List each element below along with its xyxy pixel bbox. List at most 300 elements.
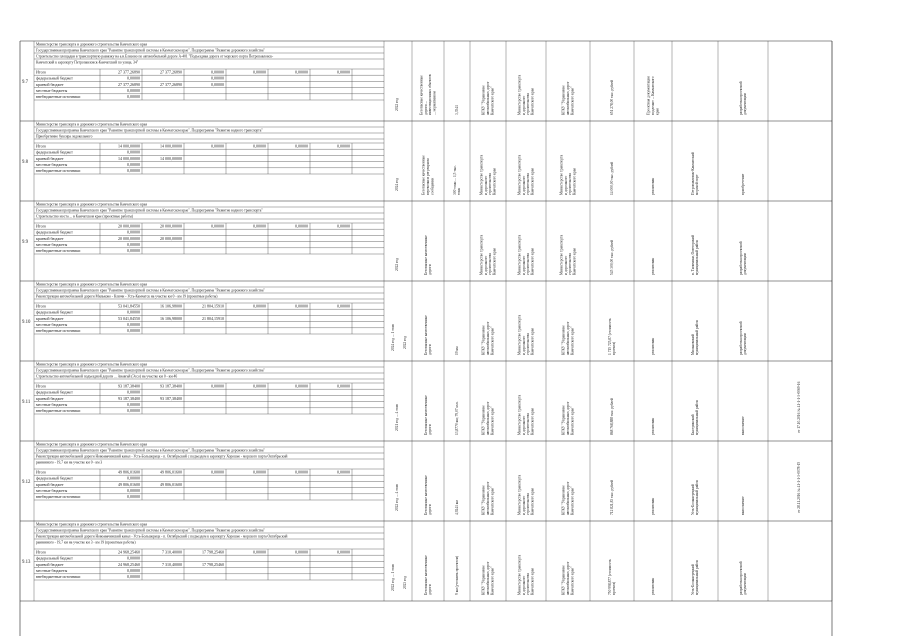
row-label: краевой бюджет xyxy=(36,395,64,401)
cell-value: 49 806,01600 xyxy=(118,469,140,475)
cell-value: 0,00000 xyxy=(127,494,140,500)
cell-line: автомобильных дорог xyxy=(486,561,491,595)
cell-line: Министерство транспорта xyxy=(517,474,522,515)
row-label: местные бюджеты xyxy=(36,162,68,167)
cell-line: 712 821,83 тыс. рублей xyxy=(610,480,614,515)
cell-line: Безопасные качественные xyxy=(423,315,428,355)
cell-line: реализован xyxy=(651,497,655,515)
cell-value: 20 000,00000 xyxy=(118,235,140,241)
cell-line: строительства xyxy=(526,173,531,195)
purpose-cell xyxy=(419,74,436,115)
cell-line: КГКУ "Управление xyxy=(481,85,486,115)
cell-value: 0,00000 xyxy=(337,69,350,75)
cell-line: строительства xyxy=(526,413,531,435)
cell-value: 0,00000 xyxy=(211,75,224,81)
cell-value: 14 000,00000 xyxy=(160,143,182,149)
developer-cell xyxy=(562,401,575,435)
cell-line: Проектная документация xyxy=(646,76,651,115)
cell-line: Камчатского края xyxy=(530,88,535,115)
customer-cell xyxy=(482,401,495,435)
cell-line: документации xyxy=(743,573,748,595)
cost-cell xyxy=(610,240,615,275)
cell-line: и дорожного xyxy=(483,255,488,275)
row-label: краевой бюджет xyxy=(36,155,64,161)
cell-value: 0,00000 xyxy=(127,574,140,580)
cell-value: 93 187,38400 xyxy=(118,383,140,389)
cell-line: Безопасные качественные xyxy=(423,555,428,595)
ministry-cell xyxy=(517,154,534,195)
cell-line: КГКУ "Управление xyxy=(481,405,486,435)
cell-line: Министерство транспорта xyxy=(559,154,564,195)
cost-cell xyxy=(608,559,616,595)
row-label: федеральный бюджет xyxy=(36,309,73,315)
cell-value: 0,00000 xyxy=(127,88,140,93)
cell-line: подлежит ... Камчатского xyxy=(651,76,655,115)
cell-line: дороги ... xyxy=(423,100,428,115)
cell-line: документации xyxy=(743,253,748,275)
cost-cell xyxy=(610,398,615,435)
cell-line: разработка проектной xyxy=(738,561,743,595)
section-id: 9.13 xyxy=(22,560,31,565)
row-label: местные бюджеты xyxy=(36,242,68,247)
cell-value: 0,00000 xyxy=(211,81,224,87)
cell-line: Министерство транспорта xyxy=(517,74,522,115)
developer-cell xyxy=(559,154,576,195)
cell-value: 0,00000 xyxy=(127,242,140,247)
cell-line: Безопасные качественные xyxy=(423,395,428,435)
cost-cell xyxy=(610,80,615,115)
header-line: Министерство транспорта и дорожного строительства Камчатского края xyxy=(36,522,147,527)
header-line: Камчатский к аэропорту Петропавловск-Камчатский по улице, 34" xyxy=(36,60,139,65)
cell-line: 300 тонн ... 1,5 тыс. xyxy=(452,165,457,195)
doc-cell xyxy=(651,578,655,595)
cell-value: 0,00000 xyxy=(295,143,308,149)
cell-line: автомобильных дорог xyxy=(566,81,570,115)
cell-value: 17 798,25460 xyxy=(202,549,224,555)
cell-line: строительства xyxy=(526,333,531,355)
year-range: 2022 год ... 1 этап xyxy=(391,564,395,591)
cell-line: автомобильных дорог xyxy=(566,561,570,595)
row-label: местные бюджеты xyxy=(36,402,68,407)
header-line: Министерство транспорта и дорожного строительства Камчатского края xyxy=(36,202,147,207)
place-cell xyxy=(691,320,699,355)
year-range: 2022 год ... 4 этап xyxy=(395,484,399,511)
row-label: внебюджетные источники xyxy=(36,248,81,254)
cell-line: инвестиционных объектов xyxy=(428,74,433,115)
cell-value: 21 804,15910 xyxy=(202,303,224,309)
cell-line: выполнение xyxy=(741,416,745,435)
cell-line: Министерство транспорта xyxy=(517,394,522,435)
cell-value: 0,00000 xyxy=(211,383,224,389)
section-id: 9.8 xyxy=(22,160,28,165)
place-cell xyxy=(691,480,699,515)
header-line: Государственная программа Камчатского края "Развитие транспортной системы в Камчатском крае". Подпрограмма "Развитие водного транспорта" xyxy=(36,208,263,213)
cell-line: 9 км (уточнить проектом) xyxy=(455,555,459,595)
ministry-cell xyxy=(517,74,534,115)
cell-line: Быстринский xyxy=(690,414,695,435)
capacity-cell xyxy=(455,555,459,595)
developer-cell xyxy=(559,234,576,275)
section-id: 9.10 xyxy=(22,320,31,325)
status-cell xyxy=(739,321,747,355)
row-label: местные бюджеты xyxy=(36,88,68,93)
cell-value: 0,00000 xyxy=(127,402,140,407)
cell-line: 651 278,00 тыс. рублей xyxy=(610,80,614,115)
cell-value: 0,00000 xyxy=(253,143,266,149)
purpose-cell xyxy=(424,475,432,515)
cell-value: 16 106,98000 xyxy=(160,315,182,321)
header-line: Приобретение буксира ледокольного xyxy=(36,134,93,139)
cell-line: строительства xyxy=(568,253,573,275)
cell-line: КГКУ "Управление xyxy=(481,565,486,595)
cell-line: Камчатского края" xyxy=(570,566,575,595)
cell-value: 53 041,84550 xyxy=(118,303,140,309)
ministry-cell xyxy=(517,394,534,435)
ministry-cell xyxy=(517,554,534,595)
cell-line: морской порт xyxy=(695,174,700,195)
row-label: Итого xyxy=(36,303,47,309)
cell-value: 0,00000 xyxy=(211,469,224,475)
cell-value: 93 187,38400 xyxy=(160,395,182,401)
row-label: внебюджетные источники xyxy=(36,574,81,580)
purpose-cell xyxy=(424,395,432,435)
cell-line: разработка проектной xyxy=(738,321,743,355)
header-line: Строительство площадки в транспортную развязку на а.н.Елизово по автомобильной дороге А-401 "Подъездная дорога от морского порта Петропавловск- xyxy=(36,54,274,59)
header-line: Министерство транспорта и дорожного строительства Камчатского края xyxy=(36,282,147,287)
status-cell xyxy=(739,241,747,275)
cell-line: строительства xyxy=(488,173,493,195)
cell-value: 0,00000 xyxy=(295,549,308,555)
cell-line: Безопасные качественные xyxy=(423,235,428,275)
cell-line: и дорожного xyxy=(521,575,526,595)
capacity-cell xyxy=(455,499,460,515)
cell-line: Министерство транспорта xyxy=(517,234,522,275)
cell-line: муниципальный район xyxy=(695,240,700,275)
ministry-cell xyxy=(517,314,534,355)
cell-line: тонн xyxy=(457,187,462,195)
cell-line: Камчатского края xyxy=(492,168,497,195)
cell-line: проекта) xyxy=(612,581,617,595)
cell-line: дороги xyxy=(428,584,433,595)
cell-line: Министерство транспорта xyxy=(517,154,522,195)
cell-value: 21 804,15910 xyxy=(202,315,224,321)
row-label: федеральный бюджет xyxy=(36,75,73,81)
row-label: внебюджетные источники xyxy=(36,168,81,174)
row-label: внебюджетные источники xyxy=(36,494,81,500)
cell-line: реализован xyxy=(651,577,655,595)
year-range-secondary: 2022 год xyxy=(403,336,407,349)
cell-line: Камчатского края xyxy=(530,488,535,515)
developer-cell xyxy=(562,481,575,515)
cell-line: реализован xyxy=(651,337,655,355)
cell-value: 0,00000 xyxy=(127,162,140,167)
header-line: Государственная программа Камчатского края "Развитие транспортной системы в Камчатском крае". Подпрограмма "Развитие дорожного хозяйства" xyxy=(36,48,265,53)
cell-line: Камчатского края xyxy=(530,408,535,435)
cell-line: выполнение xyxy=(741,496,745,515)
cell-value: 0,00000 xyxy=(127,168,140,174)
cell-line: 545 300,00 тыс. рублей xyxy=(610,240,614,275)
row-label: Итого xyxy=(36,223,47,229)
cell-line: Камчатского края" xyxy=(570,326,575,355)
cell-line: муниципальный район xyxy=(695,320,700,355)
cell-line: КГКУ "Управление xyxy=(561,325,566,355)
cell-line: Министерство транспорта xyxy=(479,234,484,275)
cell-value: 0,00000 xyxy=(253,469,266,475)
cell-line: муниципальный район xyxy=(695,480,700,515)
cell-line: Камчатского края xyxy=(530,568,535,595)
ministry-cell xyxy=(517,474,534,515)
header-line: Реконструкция автомобильной дороги Новоавачинский канал - Усть-Большерецк - п. Октябрьский с подъездом к аэропорту Хорошее - морского порта Октябрьский xyxy=(36,454,288,459)
cell-line: и дорожного xyxy=(521,255,526,275)
cell-value: 0,00000 xyxy=(337,223,350,229)
developer-cell xyxy=(562,81,575,115)
row-label: федеральный бюджет xyxy=(36,555,73,561)
row-label: краевой бюджет xyxy=(36,561,64,567)
row-label: краевой бюджет xyxy=(36,315,64,321)
cost-cell xyxy=(610,162,615,195)
cell-line: 750 998,877 (стоимость xyxy=(607,559,612,595)
developer-cell xyxy=(562,321,575,355)
row-label: Итого xyxy=(36,69,47,75)
row-label: местные бюджеты xyxy=(36,488,68,493)
row-label: внебюджетные источники xyxy=(36,94,81,100)
cell-line: Камчатского края" xyxy=(490,566,495,595)
cell-line: автомобильных дорог xyxy=(486,81,490,115)
cell-value: 0,00000 xyxy=(253,69,266,75)
cell-line: Безопасные качественные xyxy=(423,475,428,515)
cell-line: Камчатского края xyxy=(530,328,535,355)
cell-line: Камчатского края" xyxy=(490,326,495,355)
row-label: федеральный бюджет xyxy=(36,389,73,395)
cell-line: дороги xyxy=(428,504,433,515)
cell-value: 14 000,00000 xyxy=(118,155,140,161)
status-cell xyxy=(739,81,747,115)
cell-line: автомобильных дорог xyxy=(566,401,570,435)
year-range: 2022 год xyxy=(395,258,399,271)
row-label: внебюджетные источники xyxy=(36,328,81,334)
cell-line: Камчатского края xyxy=(530,248,535,275)
cell-line: перевозки в регулярном xyxy=(426,158,430,195)
header-line: Строительство автомобильной подъездной дороги ... Анавгай (Эссо) на участке км 0 - км 46 xyxy=(36,374,178,379)
cell-value: 0,00000 xyxy=(211,69,224,75)
cell-line: КГКУ "Управление xyxy=(481,325,486,355)
header-line: Строительство моста ... в Камчатском крае (проектные работы) xyxy=(36,214,134,219)
header-line: Государственная программа Камчатского края "Развитие транспортной системы в Камчатском крае". Подпрограмма "Развитие дорожного хозяйства" xyxy=(36,368,265,373)
row-label: краевой бюджет xyxy=(36,481,64,487)
section-id: 9.7 xyxy=(22,80,28,85)
place-cell xyxy=(691,235,699,275)
cell-line: и дорожного xyxy=(483,175,488,195)
cell-line: автомобильных дорог xyxy=(486,481,491,515)
row-label: внебюджетные источники xyxy=(36,408,81,414)
cell-line: Безопасные качественные xyxy=(421,155,426,195)
header-line: Министерство транспорта и дорожного строительства Камчатского края xyxy=(36,42,147,47)
cell-value: 0,00000 xyxy=(337,469,350,475)
cell-line: приобретение xyxy=(741,173,745,195)
place-cell xyxy=(691,400,699,435)
cell-value: 0,00000 xyxy=(211,223,224,229)
customer-cell xyxy=(482,321,495,355)
cell-line: муниципальный район xyxy=(695,400,700,435)
purpose-cell xyxy=(424,235,432,275)
cell-value: 0,00000 xyxy=(253,383,266,389)
cell-value: 0,00000 xyxy=(253,549,266,555)
status-cell xyxy=(741,416,745,435)
cell-line: и дорожного xyxy=(563,175,568,195)
section-id: 9.9 xyxy=(22,240,28,245)
cell-value: 0,00000 xyxy=(127,488,140,493)
section-id: 9.11 xyxy=(22,400,31,405)
cell-line: автомобильных дорог xyxy=(566,481,570,515)
cell-line: строительства xyxy=(568,173,573,195)
cell-line: автомобильных дорог xyxy=(486,401,490,435)
cell-line: разработка проектной xyxy=(738,81,743,115)
customer-cell xyxy=(479,154,496,195)
cell-value: 24 968,25460 xyxy=(118,549,140,555)
capacity-cell xyxy=(453,165,461,195)
cell-value: 14 000,00000 xyxy=(160,155,182,161)
cell-line: Усть-Большерецкий xyxy=(690,484,695,515)
developer-cell xyxy=(562,561,575,595)
cell-value: 27 377,26890 xyxy=(160,69,182,75)
cell-value: 24 968,25460 xyxy=(118,561,140,567)
row-label: Итого xyxy=(36,469,47,475)
doc-cell xyxy=(651,178,655,195)
doc-cell xyxy=(651,258,655,275)
ministry-cell xyxy=(517,234,534,275)
row-label: федеральный бюджет xyxy=(36,475,73,481)
cell-value: 53 041,84550 xyxy=(118,315,140,321)
row-label: федеральный бюджет xyxy=(36,149,73,155)
purpose-cell xyxy=(422,155,435,195)
purpose-cell xyxy=(424,555,432,595)
cell-line: 868 768,888 тыс. рублей xyxy=(610,398,614,435)
cell-value: 0,00000 xyxy=(127,149,140,155)
cell-line: реализован xyxy=(651,177,655,195)
cell-value: 27 377,26890 xyxy=(118,69,140,75)
cell-value: 0,00000 xyxy=(337,549,350,555)
cell-line: строительства xyxy=(488,253,493,275)
doc-cell xyxy=(651,338,655,355)
header-line: Реконструкция автомобильной дороги Мильково - Ключи - Усть-Камчатск на участке км 0 - км 19 (проектные работы) xyxy=(36,294,218,299)
year-range: 2024 год ... 1 этап xyxy=(391,324,395,351)
cell-line: сообщении xyxy=(430,177,435,195)
cell-value: 93 187,38400 xyxy=(160,383,182,389)
row-label: федеральный бюджет xyxy=(36,229,73,235)
cost-cell xyxy=(608,318,616,355)
cell-value: 93 187,38400 xyxy=(118,395,140,401)
customer-cell xyxy=(482,81,495,115)
cell-value: 0,00000 xyxy=(337,383,350,389)
cell-value: 0,00000 xyxy=(127,248,140,254)
cell-line: 4,9241 км xyxy=(455,500,459,515)
year-range: 2021 год ... 4 этап xyxy=(395,404,399,431)
cell-value: 0,00000 xyxy=(337,143,350,149)
cell-line: дороги xyxy=(428,344,433,355)
cell-line: 19 км xyxy=(455,346,459,355)
cell-value: 14 000,00000 xyxy=(118,143,140,149)
cell-line: края xyxy=(655,108,660,115)
cell-value: 0,00000 xyxy=(295,223,308,229)
cell-line: и дорожного xyxy=(521,495,526,515)
header-line: равнинного - 19,7 км на участке км 0 - км 3 xyxy=(36,460,103,465)
cell-line: дороги xyxy=(428,424,433,435)
cell-value: 0,00000 xyxy=(253,223,266,229)
cell-value: 0,00000 xyxy=(337,303,350,309)
header-line: Реконструкция автомобильной дороги Новоавачинский канал - Усть-Большерецк - п. Октябрьский с подъездом к аэропорту Хорошее - морского порта Октябрьский xyxy=(36,534,288,539)
cell-line: 1 715 725,87 (стоимость xyxy=(607,318,612,355)
cell-line: реализован xyxy=(651,257,655,275)
expertise-ref: от 28.11.2016 № 41-1-1-3-0078-15 xyxy=(797,461,801,513)
cell-value: 49 806,01600 xyxy=(118,481,140,487)
cell-line: и дорожного xyxy=(521,415,526,435)
cell-line: и дорожного xyxy=(521,175,526,195)
cell-value: 0,00000 xyxy=(127,328,140,334)
row-label: Итого xyxy=(36,383,47,389)
capacity-cell xyxy=(455,346,459,355)
cell-value: 20 000,00000 xyxy=(160,223,182,229)
cell-value: 0,00000 xyxy=(127,94,140,100)
cell-value: 0,00000 xyxy=(127,475,140,481)
cell-line: КГКУ "Управление xyxy=(481,485,486,515)
row-label: Итого xyxy=(36,549,47,555)
cell-line: Камчатского края" xyxy=(490,486,495,515)
cell-value: 0,00000 xyxy=(295,69,308,75)
cell-line: реализован xyxy=(651,417,655,435)
cell-line: Безопасные качественные xyxy=(419,75,424,115)
cell-value: 0,00000 xyxy=(127,322,140,327)
cell-value: 0,00000 xyxy=(127,229,140,235)
cell-value: 0,00000 xyxy=(211,143,224,149)
cell-value: 0,00000 xyxy=(127,568,140,573)
cell-value: 0,00000 xyxy=(295,303,308,309)
cell-line: Министерство транспорта xyxy=(517,554,522,595)
cell-line: КГКУ "Управление xyxy=(561,485,566,515)
cell-value: 20 000,00000 xyxy=(118,223,140,229)
cell-line: Камчатского края" xyxy=(490,406,495,435)
row-label: краевой бюджет xyxy=(36,81,64,87)
cell-value: 49 806,01600 xyxy=(160,481,182,487)
cell-value: 0,00000 xyxy=(127,75,140,81)
row-label: местные бюджеты xyxy=(36,568,68,573)
cell-line: 13,8770 км; 79,07 м.п. xyxy=(455,401,459,435)
header-line: Государственная программа Камчатского края "Развитие транспортной системы в Камчатском крае". Подпрограмма "Развитие дорожного хозяйства" xyxy=(36,448,265,453)
cell-value: 20 000,00000 xyxy=(160,235,182,241)
capacity-cell xyxy=(455,401,460,435)
place-cell xyxy=(691,152,699,195)
cell-value: 0,00000 xyxy=(127,408,140,414)
status-cell xyxy=(741,496,745,515)
header-line: Государственная программа Камчатского края "Развитие транспортной системы в Камчатском крае". Подпрограмма "Развитие водного транспорта" xyxy=(36,128,263,133)
cell-line: Камчатского края xyxy=(530,168,535,195)
cell-value: 0,00000 xyxy=(295,469,308,475)
cell-line: автомобильных дорог xyxy=(566,321,570,355)
cell-line: Камчатского края" xyxy=(490,86,495,115)
cell-line: Камчатского края" xyxy=(570,406,575,435)
cell-value: 0,00000 xyxy=(295,383,308,389)
doc-cell xyxy=(647,76,660,115)
status-cell xyxy=(741,173,745,195)
cell-value: 0,00000 xyxy=(127,555,140,561)
cell-value: 17 798,25460 xyxy=(202,561,224,567)
cell-line: Камчатского края xyxy=(572,168,577,195)
cell-value: 49 806,01600 xyxy=(160,469,182,475)
customer-cell xyxy=(482,481,495,515)
cell-value: 7 310,40000 xyxy=(162,549,182,555)
cell-line: Петропавловск-Камчатский xyxy=(690,152,695,195)
expertise-ref: от 17.10.2016 № 41-1-1-3-0069-16 xyxy=(797,381,801,433)
cell-line: Министерство транспорта xyxy=(517,314,522,355)
